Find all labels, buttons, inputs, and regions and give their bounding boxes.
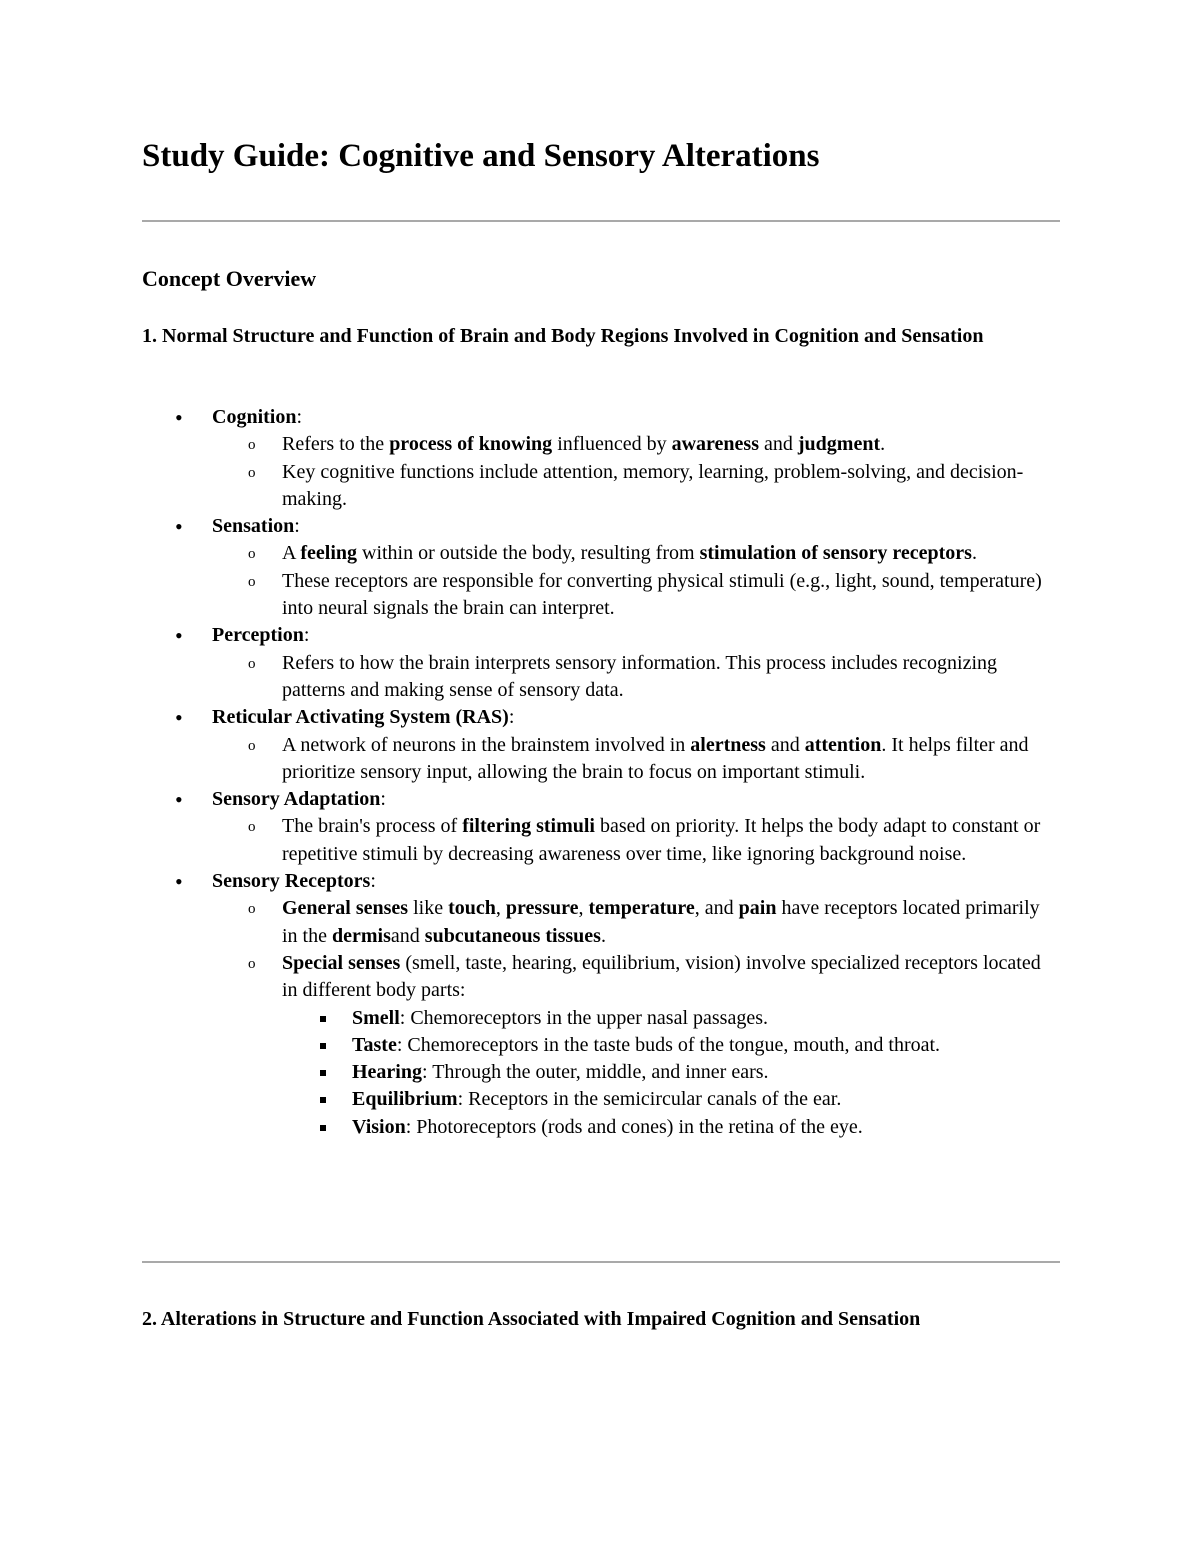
- list-item-vision: Vision: Photoreceptors (rods and cones) in the retina of the eye.: [282, 1114, 1060, 1141]
- term-sensory-receptors: Sensory Receptors: [212, 870, 371, 893]
- list-item: o A feeling within or outside the body, resulting from stimulation of sensory receptors.: [212, 540, 1060, 567]
- list-item-ras: • Reticular Activating System (RAS): o A network of neurons in the brainstem involved in alertness and attention. It helps filter and prioritize sensory input, allowing the brain to focus on important stimuli.: [142, 704, 1060, 786]
- list-item-smell: Smell: Chemoreceptors in the upper nasal passages.: [282, 1005, 1060, 1032]
- term-sensation: Sensation: [212, 515, 295, 538]
- section-1-heading: 1. Normal Structure and Function of Brain and Body Regions Involved in Cognition and Sensation: [142, 325, 984, 347]
- concept-overview-heading: Concept Overview: [142, 266, 317, 291]
- term-perception: Perception: [212, 624, 304, 647]
- list-item-hearing: Hearing: Through the outer, middle, and inner ears.: [282, 1059, 1060, 1086]
- list-item-cognition: • Cognition: o Refers to the process of knowing influenced by awareness and judgment. o Key cognitive functions include attention, memory, learning, problem-solving, and decision-making.: [142, 404, 1060, 513]
- horizontal-rule: [142, 220, 1060, 222]
- section-1-list: [142, 404, 1060, 1141]
- list-item-perception: • Perception: o Refers to how the brain interprets sensory information. This process includes recognizing patterns and making sense of sensory data.: [142, 622, 1060, 704]
- term-sensory-adaptation: Sensory Adaptation: [212, 788, 381, 811]
- list-item-sensory-receptors: • Sensory Receptors: o General senses like touch, pressure, temperature, and pain have receptors located primarily in the dermisand subcutaneous tissues. o Special senses (smell, taste, hearing, equilibrium, vision) involve specialized receptors located in different body parts: Smell: Chemoreceptors in the upper nasal passages. Taste: Chemoreceptors in the taste buds of the tongue, mouth, and throat. Hearing: Through the outer, middle, and inner ears. Equilibrium: Receptors in the semicircular canals of the ear. Vision: Photoreceptors (rods and cones) in the retina of the eye.: [142, 868, 1060, 1141]
- list-item-sensation: • Sensation: o A feeling within or outside the body, resulting from stimulation of sensory receptors. o These receptors are responsible for converting physical stimuli (e.g., light, sound, temperature) into neural signals the brain can interpret.: [142, 513, 1060, 622]
- list-item: o Refers to how the brain interprets sensory information. This process includes recognizing patterns and making sense of sensory data.: [212, 650, 1060, 705]
- list-item-taste: Taste: Chemoreceptors in the taste buds of the tongue, mouth, and throat.: [282, 1032, 1060, 1059]
- list-item: o Refers to the process of knowing influenced by awareness and judgment.: [212, 431, 1060, 458]
- section-2-heading: 2. Alterations in Structure and Function Associated with Impaired Cognition and Sensation: [142, 1308, 921, 1330]
- list-item-general-senses: o General senses like touch, pressure, temperature, and pain have receptors located primarily in the dermisand subcutaneous tissues.: [212, 895, 1060, 950]
- list-item-special-senses: o Special senses (smell, taste, hearing, equilibrium, vision) involve specialized receptors located in different body parts: Smell: Chemoreceptors in the upper nasal passages. Taste: Chemoreceptors in the taste buds of the tongue, mouth, and throat. Hearing: Through the outer, middle, and inner ears. Equilibrium: Receptors in the semicircular canals of the ear. Vision: Photoreceptors (rods and cones) in the retina of the eye.: [212, 950, 1060, 1141]
- term-ras: Reticular Activating System (RAS): [212, 706, 509, 729]
- term-cognition: Cognition: [212, 406, 297, 428]
- document-title: Study Guide: Cognitive and Sensory Alterations: [142, 138, 820, 174]
- list-item-equilibrium: Equilibrium: Receptors in the semicircular canals of the ear.: [282, 1086, 1060, 1113]
- list-item: o A network of neurons in the brainstem involved in alertness and attention. It helps filter and prioritize sensory input, allowing the brain to focus on important stimuli.: [212, 732, 1060, 787]
- list-item: o These receptors are responsible for converting physical stimuli (e.g., light, sound, temperature) into neural signals the brain can interpret.: [212, 568, 1060, 623]
- list-item-sensory-adaptation: • Sensory Adaptation: o The brain's process of filtering stimuli based on priority. It helps the body adapt to constant or repetitive stimuli by decreasing awareness over time, like ignoring background noise.: [142, 786, 1060, 868]
- horizontal-rule: [142, 1261, 1060, 1263]
- list-item: o The brain's process of filtering stimuli based on priority. It helps the body adapt to constant or repetitive stimuli by decreasing awareness over time, like ignoring background noise.: [212, 813, 1060, 868]
- list-item: o Key cognitive functions include attention, memory, learning, problem-solving, and decision-making.: [212, 459, 1060, 514]
